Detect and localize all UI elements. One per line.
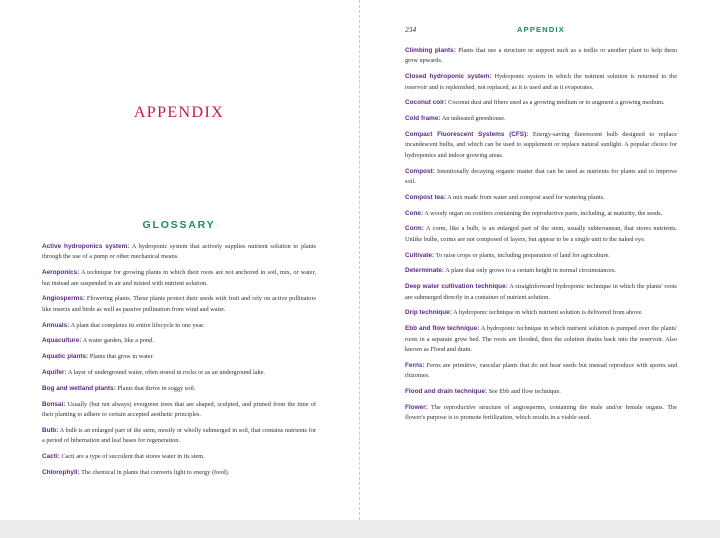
glossary-entry [42, 294, 316, 315]
glossary-term: Cold frame: [405, 115, 441, 123]
glossary-entry [42, 426, 316, 447]
glossary-term: Annuals: [42, 321, 70, 329]
glossary-definition: A hydroponic system that actively supplies nutrient solution to plants through the use of a pump or other mechanical means. [42, 243, 316, 261]
glossary-entry [405, 282, 677, 303]
glossary-term: Flood and drain technique: [405, 388, 488, 396]
glossary-entry [405, 46, 677, 67]
page-number: 234 [405, 25, 417, 34]
glossary-term: Bulb: [42, 426, 59, 434]
glossary-definition: Ferns are primitive, vascular plants that do not bear seeds but instead reproduce with spores and rhizomes. [405, 361, 677, 380]
glossary-entry [405, 266, 677, 276]
glossary-term: Corm: [405, 225, 424, 233]
glossary-entry [405, 251, 677, 261]
glossary-definition: Cacti are a type of succulent that stores water in its stem. [59, 453, 205, 460]
glossary-definition: Plants that use a structure or support such as a trellis or another plant to help them grow upwards. [405, 47, 677, 65]
glossary-term: Active hydroponics system: [42, 243, 130, 250]
glossary-definition: A mix made from water and compost used for watering plants. [445, 193, 605, 201]
glossary-definition: Coconut dust and fibers used as a growing medium or to augment a growing medium. [446, 99, 665, 107]
glossary-definition: Flowering plants. These plants protect their seeds with fruit and rely on active pollinators like insects and birds as well as passive pollination from wind and water. [42, 295, 316, 313]
glossary-entry [42, 368, 316, 378]
right-glossary-list [405, 46, 677, 429]
glossary-term: Bog and wetland plants: [42, 384, 116, 392]
glossary-definition: A corm, like a bulb, is an enlarged part of the stem, usually subterranean, that stores nutrients. Unlike bulbs, corms are not composed of layers, but appear to be a single unit to the naked eye. [405, 225, 677, 243]
glossary-term: Determinate: [405, 267, 445, 275]
glossary-entry [42, 400, 316, 421]
glossary-entry [405, 209, 677, 219]
glossary-term: Chlorophyll: [42, 468, 80, 476]
glossary-entry [405, 130, 677, 161]
glossary-definition: Intentionally decaying organic matter that can be used as nutrients for plants and to improve soil. [405, 167, 677, 186]
glossary-definition: See Ebb and flow technique. [487, 388, 561, 396]
glossary-definition: To raise crops or plants, including preparation of land for agriculture. [434, 251, 611, 259]
glossary-term: Aquatic plants: [42, 353, 89, 361]
glossary-entry [405, 114, 677, 124]
glossary-entry [42, 242, 316, 263]
glossary-definition: A hydroponic technique in which nutrient solution is pumped over the plants' roots in a separate grow bed. The roots are flooded, then the solution drains back into the reservoir. Also known as Flood and drain. [405, 325, 677, 354]
glossary-term: Compact Fluorescent Systems (CFS): [405, 131, 529, 138]
glossary-definition: An unheated greenhouse. [440, 115, 506, 123]
glossary-term: Cone: [405, 209, 424, 217]
glossary-entry [42, 336, 316, 346]
glossary-definition: Energy-saving fluorescent bulb designed to replace incandescent bulbs, and which can be used to supplement or replace natural sunlight. A popular choice for hydroponics and indoor growing areas. [405, 131, 677, 159]
glossary-entry [405, 308, 677, 318]
viewer-background [0, 520, 720, 538]
glossary-entry [42, 384, 316, 394]
glossary-definition: A plant that completes its entire lifecycle in one year. [69, 321, 205, 329]
glossary-entry [42, 452, 316, 462]
glossary-term: Bonsai: [42, 400, 66, 408]
glossary-term: Climbing plants: [405, 47, 456, 54]
glossary-term: Coconut coir: [405, 99, 447, 107]
glossary-entry [42, 268, 316, 289]
glossary-term: Angiosperms: [42, 295, 85, 303]
glossary-entry [405, 224, 677, 245]
glossary-definition: A straightforward hydroponic technique in which the plants' roots are submerged directly in a container of nutrient solution. [405, 283, 677, 301]
glossary-entry [405, 403, 677, 424]
glossary-term: Aquifer: [42, 369, 67, 376]
glossary-term: Compost: [405, 167, 435, 175]
glossary-definition: Usually (but not always) evergreen trees that are shaped, sculpted, and pruned from the time of their planting to adhere to certain accepted aesthetic principles. [42, 400, 316, 418]
glossary-term: Drip technique: [405, 309, 452, 317]
left-page [42, 0, 316, 520]
glossary-entry [405, 361, 677, 382]
glossary-definition: Hydroponic system in which the nutrient solution is returned to the reservoir and is replenished, not replaced, as it is used and as it evaporates. [405, 73, 677, 91]
glossary-term: Deep water cultivation technique: [405, 283, 508, 291]
glossary-term: Aquaculture: [42, 337, 82, 345]
glossary-term: Cultivate: [405, 251, 435, 259]
glossary-definition: A technique for growing plants in which their roots are not anchored in soil, mix, or water, but instead are suspended in air and misted with nutrient solution. [42, 269, 316, 287]
glossary-entry [405, 193, 677, 203]
left-glossary-list [42, 242, 316, 484]
glossary-term: Ebb and flow technique: [405, 325, 480, 333]
appendix-heading: APPENDIX [133, 104, 225, 121]
glossary-entry [405, 72, 677, 93]
glossary-definition: A layer of underground water, often stored in rocks or as an underground lake. [66, 369, 266, 376]
glossary-entry [405, 387, 677, 397]
glossary-entry [42, 321, 316, 331]
glossary-term: Cacti: [42, 453, 60, 460]
glossary-term: Ferns: [405, 361, 425, 369]
glossary-entry [405, 324, 677, 355]
glossary-entry [42, 468, 316, 478]
glossary-term: Closed hydroponic system: [405, 73, 492, 81]
right-page [405, 0, 677, 520]
glossary-definition: A water garden, like a pond. [81, 337, 154, 345]
glossary-entry [405, 167, 677, 188]
glossary-term: Aeroponics: [42, 269, 80, 277]
glossary-definition: Plants that thrive in soggy soil. [115, 384, 196, 392]
glossary-definition: The chemical in plants that converts light to energy (food). [79, 468, 230, 476]
glossary-heading: GLOSSARY [142, 219, 216, 231]
glossary-definition: A plant that only grows to a certain height in normal circumstances. [444, 267, 616, 275]
glossary-term: Compost tea: [405, 193, 446, 201]
running-head [405, 25, 677, 37]
glossary-definition: The reproductive structure of angiosperms, containing the male and/or female organs. The flower's purpose is to promote fertilization, which results in a viable seed. [405, 403, 677, 422]
glossary-entry [42, 352, 316, 362]
page-gutter [359, 0, 360, 520]
glossary-entry [405, 98, 677, 108]
glossary-definition: A bulb is an enlarged part of the stem, mostly or wholly submerged in soil, that contains nutrients for a period of hibernation and leaf bases for regeneration. [42, 426, 316, 445]
running-title: APPENDIX [517, 25, 565, 34]
glossary-definition: A woody organ on conifers containing the reproductive parts, including, at maturity, the seeds. [423, 209, 663, 217]
glossary-term: Flower: [405, 403, 428, 411]
glossary-definition: Plants that grow in water. [88, 353, 154, 361]
glossary-definition: A hydroponic technique in which nutrient solution is delivered from above. [451, 309, 643, 317]
